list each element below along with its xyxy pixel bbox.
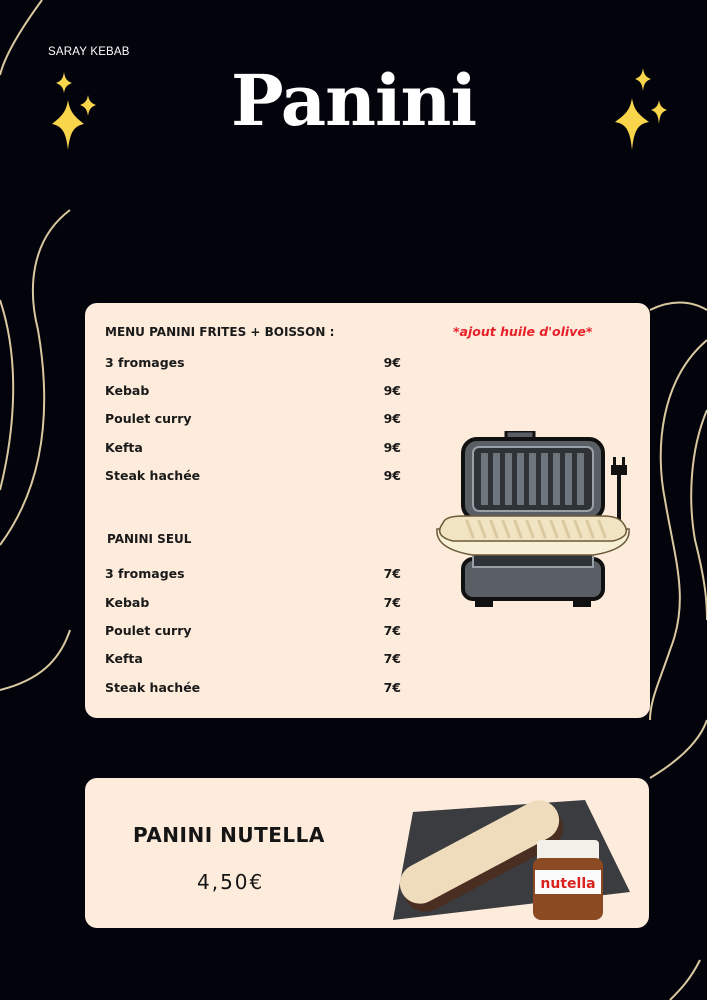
menu-item: Kebab 7€ xyxy=(105,595,401,610)
panini-menu-panel xyxy=(85,303,650,718)
menu-item: 3 fromages 7€ xyxy=(105,566,401,581)
menu-item: 3 fromages 9€ xyxy=(105,355,401,370)
menu-item: Steak hachée 9€ xyxy=(105,468,401,483)
seul-section-title: PANINI SEUL xyxy=(107,532,192,546)
menu-section-title: MENU PANINI FRITES + BOISSON : xyxy=(105,325,335,339)
menu-item: Poulet curry 9€ xyxy=(105,411,401,426)
menu-item: Kefta 7€ xyxy=(105,651,401,666)
menu-item: Steak hachée 7€ xyxy=(105,680,401,695)
panini-press-icon xyxy=(433,431,633,616)
nutella-price: 4,50€ xyxy=(197,870,265,894)
brand-name: SARAY KEBAB xyxy=(48,46,130,58)
menu-item: Poulet curry 7€ xyxy=(105,623,401,638)
svg-text:nutella: nutella xyxy=(540,876,596,892)
menu-item: Kefta 9€ xyxy=(105,440,401,455)
olive-oil-note: *ajout huile d'olive* xyxy=(453,324,593,339)
menu-item: Kebab 9€ xyxy=(105,383,401,398)
page-title: Panini xyxy=(230,59,477,142)
nutella-panini-image xyxy=(385,792,635,922)
nutella-title: PANINI NUTELLA xyxy=(133,823,325,847)
nutella-panel xyxy=(85,778,649,928)
